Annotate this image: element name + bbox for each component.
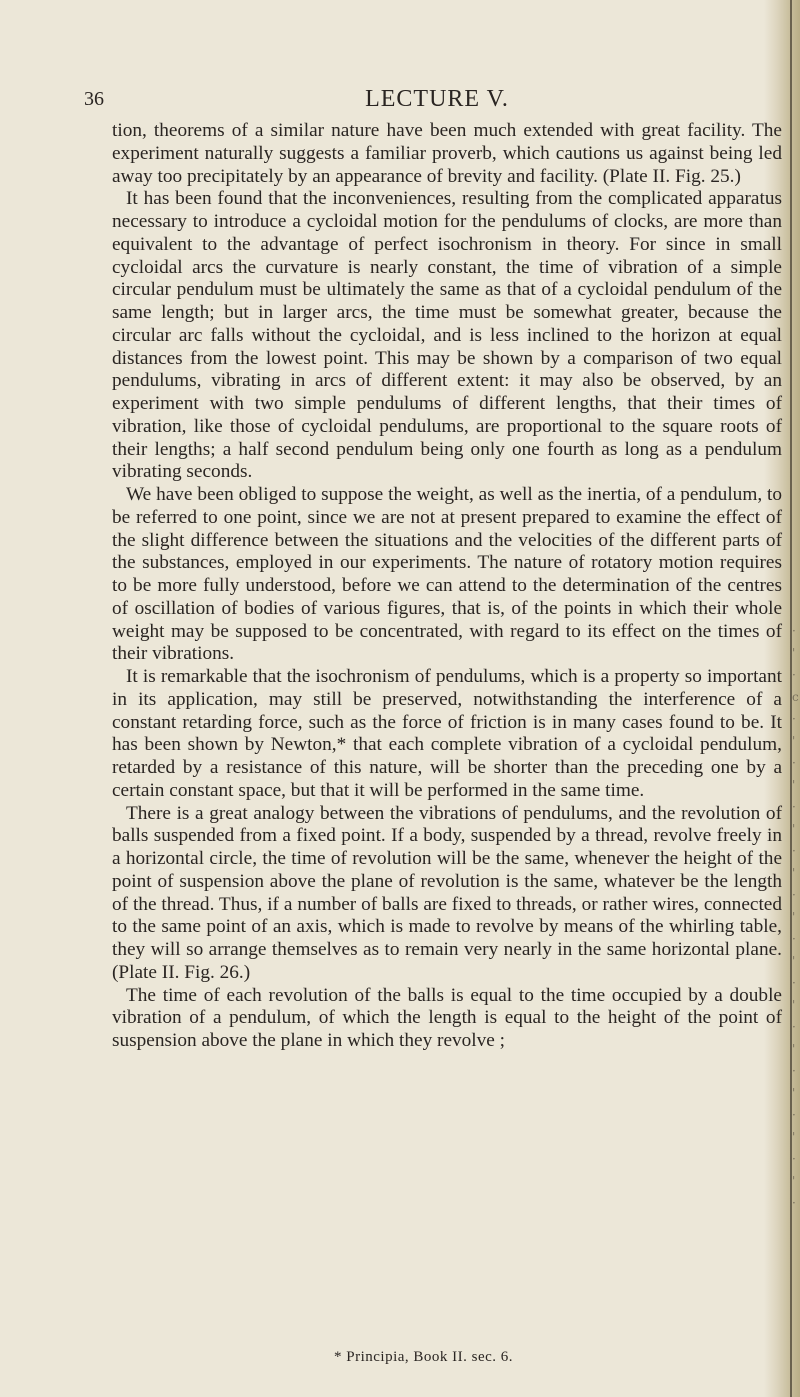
body-text — [112, 120, 782, 1053]
paragraph-1: tion, theorems of a similar nature have been much extended with great facility. The experiment naturally suggests a familiar proverb, which cautions us against being led away too precipitately by an appearance of brevity and facility. (Plate II. Fig. 25.) — [112, 120, 782, 187]
paragraph-5: There is a great analogy between the vibrations of pendulums, and the revolution of balls suspended from a fixed point. If a body, suspended by a thread, revolve freely in a horizontal circle, the time of revolution will be the same, whenever the height of the point of suspension above the plane of revolution is the same, whatever be the length of the thread. Thus, if a number of balls are fixed to threads, or rather wires, connected to the same point of an axis, which is made to revolve by means of the whirling table, they will so arrange themselves as to remain very nearly in the same horizontal plane. (Plate II. Fig. 26.) — [112, 802, 782, 983]
paragraph-2: It has been found that the inconveniences, resulting from the complicated apparatus necessary to introduce a cycloidal motion for the pendulums of clocks, are more than equivalent to the advantage of perfect isochronism in theory. For since in small cycloidal arcs the curvature is nearly constant, the time of vibration of a simple circular pendulum must be ultimately the same as that of a cycloidal pendulum of the same length; but in larger arcs, the time must be somewhat greater, because the circular arc falls without the cycloidal, and is less inclined to the horizon at equal distances from the lowest point. This may be shown by a comparison of two equal pendulums, vibrating in arcs of different extent: it may also be observed, by an experiment with two simple pendulums of different lengths, that their times of vibration, like those of cycloidal pendulums, are proportional to the square roots of their lengths; a half second pendulum being only one fourth as long as a pendulum vibrating seconds. — [112, 188, 782, 483]
running-head: LECTURE V. — [365, 86, 509, 112]
page-number: 36 — [84, 88, 104, 110]
footnote: * Principia, Book II. sec. 6. — [334, 1349, 514, 1365]
paragraph-4: It is remarkable that the isochronism of pendulums, which is a property so important in its application, may still be preserved, notwithstanding the interference of a constant retarding force, such as the force of friction is in many cases found to be. It has been shown by Newton,* that each complete vibration of a cycloidal pendulum, retarded by a resistance of this nature, will be shorter than the preceding one by a certain constant space, but that it will be performed in the same time. — [112, 666, 782, 801]
bleed-through-marks: · ' · c · ' · ' · ' · ' · ' · ' · ' · ' · ' · ' · ' · — [792, 624, 799, 1210]
paragraph-3: We have been obliged to suppose the weight, as well as the inertia, of a pendulum, to be referred to one point, since we are not at present prepared to examine the effect of the slight difference between the situations and the velocities of the different parts of the substances, employed in our experiments. The nature of rotatory motion requires to be more fully understood, before we can attend to the determination of the centres of oscillation of bodies of various figures, that is, of the points in which their whole weight may be supposed to be concentrated, with regard to its effect on the times of their vibrations. — [112, 484, 782, 665]
paragraph-6: The time of each revolution of the balls is equal to the time occupied by a double vibration of a pendulum, of which the length is equal to the height of the point of suspension above the plane in which they revolve ; — [112, 984, 782, 1051]
